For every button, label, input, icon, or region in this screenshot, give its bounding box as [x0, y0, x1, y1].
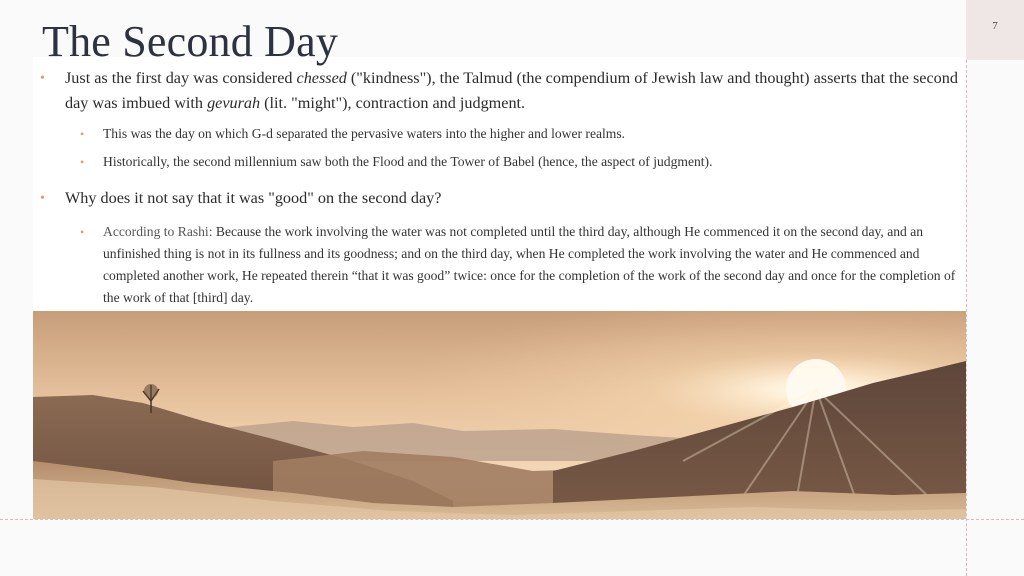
sub-bullet-item — [40, 221, 964, 309]
sub-bullet-text: Historically, the second millennium saw both the Flood and the Tower of Babel (hence, the aspect of judgment). — [103, 154, 713, 169]
bullet-text: Just as the first day was considered chessed ("kindness"), the Talmud (the compendium of Jewish law and thought) asserts that the second day was imbued with gevurah (lit. "might"), contraction and judgment. — [65, 69, 958, 112]
bullet-marker-icon: • — [80, 127, 85, 141]
bullet-marker-icon: • — [80, 155, 85, 169]
sub-bullet-item — [40, 120, 964, 148]
rashi-lead: According to Rashi: — [103, 224, 216, 239]
bullet-marker-icon: • — [40, 71, 45, 86]
page-number: 7 — [992, 20, 998, 32]
bullet-marker-icon: • — [40, 191, 45, 206]
guide-horizontal-divider — [0, 519, 1024, 520]
emphasis-gevurah: gevurah — [207, 94, 261, 112]
sub-bullet-text — [103, 224, 955, 305]
sub-bullet-text: This was the day on which G-d separated the pervasive waters into the higher and lower realms. — [103, 126, 626, 141]
sub-bullet-item — [40, 148, 964, 176]
bullet-item — [40, 186, 964, 211]
emphasis-chessed: chessed — [296, 69, 347, 87]
rashi-quote: Because the work involving the water was not completed until the third day, although He commenced it on the second day, and an unfinished thing is not in its fullness and its goodness; and on the third day, when He completed the work involving the water and He commenced and completed another work, He repeated therein “that it was good” twice: once for the completion of the work of the second day and once for the completion of the work of that [third] day. — [103, 224, 956, 305]
bullet-text: Why does it not say that it was "good" on the second day? — [65, 189, 442, 207]
landscape-photo — [33, 311, 966, 519]
bullet-list — [40, 66, 964, 309]
bullet-item — [40, 66, 964, 116]
sunset-landscape-image — [33, 311, 966, 519]
guide-vertical-divider — [966, 60, 967, 576]
slide-title: The Second Day — [42, 17, 339, 66]
bullet-marker-icon: • — [80, 225, 85, 239]
